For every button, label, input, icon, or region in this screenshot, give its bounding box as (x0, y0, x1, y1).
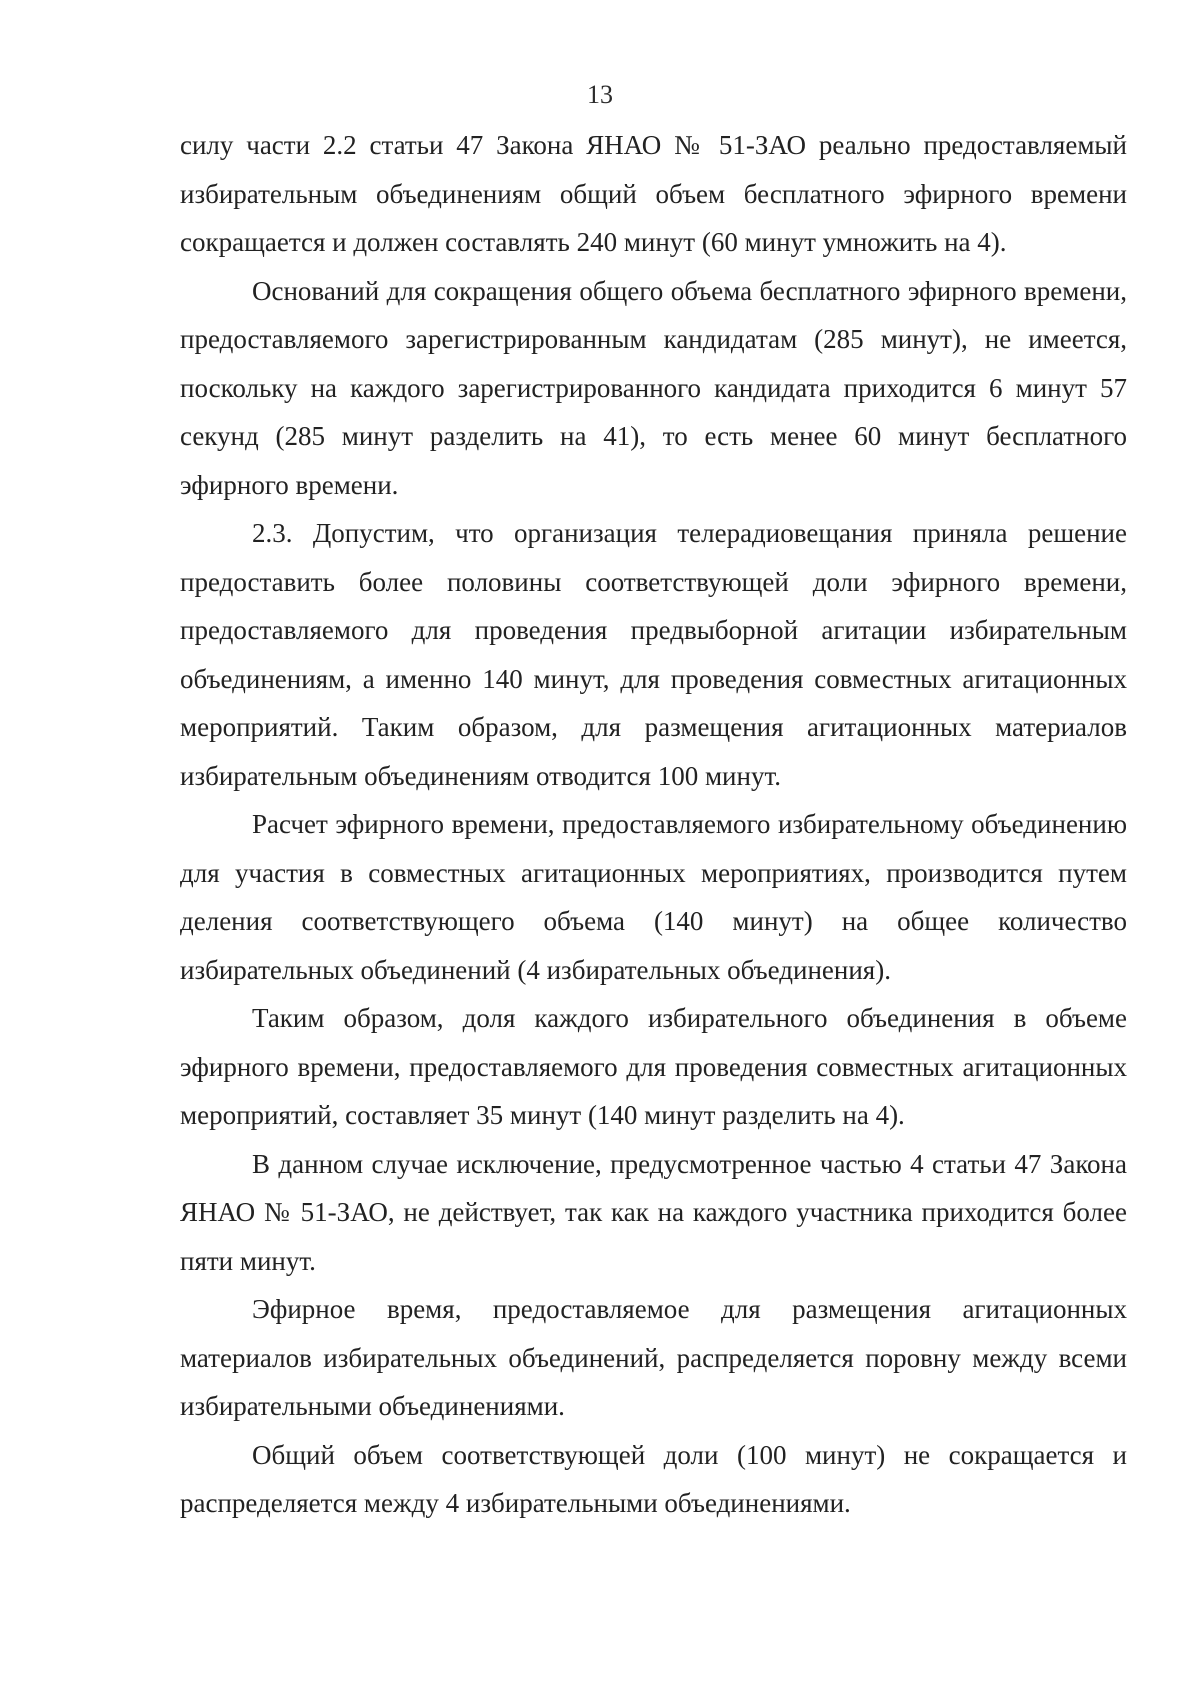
paragraph: Расчет эфирного времени, предоставляемого избирательному объединению для участия в совместных агитационных мероприятиях, производится путем деления соответствующего объема (140 минут) на общее количество избирательных объединений (4 избирательных объединения). (180, 809, 1127, 985)
paragraph: Оснований для сокращения общего объема бесплатного эфирного времени, предоставляемого зарегистрированным кандидатам (285 минут), не имеется, поскольку на каждого зарегистрированного кандидата приходится 6 минут 57 секунд (285 минут разделить на 41), то есть менее 60 минут бесплатного эфирного времени. (180, 275, 1127, 500)
paragraph: Таким образом, доля каждого избирательного объединения в объеме эфирного времени, предоставляемого для проведения совместных агитационных мероприятий, составляет 35 минут (140 минут разделить на 4). (180, 1003, 1127, 1130)
paragraph-continuation: силу части 2.2 статьи 47 Закона ЯНАО № 51-ЗАО реально предоставляемый избирательным объединениям общий объем бесплатного эфирного времени сокращается и должен составлять 240 минут (60 минут умножить на 4). (180, 130, 1127, 257)
paragraph: В данном случае исключение, предусмотренное частью 4 статьи 47 Закона ЯНАО № 51-ЗАО, не действует, так как на каждого участника приходится более пяти минут. (180, 1148, 1127, 1276)
paragraph: Общий объем соответствующей доли (100 минут) не сокращается и распределяется между 4 избирательными объединениями. (180, 1439, 1127, 1518)
paragraph: 2.3. Допустим, что организация телерадиовещания приняла решение предоставить более половины соответствующей доли эфирного времени, предоставляемого для проведения предвыборной агитации избирательным объединениям, а именно 140 минут, для проведения совместных агитационных мероприятий. Таким образом, для размещения агитационных материалов избирательным объединениям отводится 100 минут. (180, 518, 1127, 791)
paragraph: Эфирное время, предоставляемое для размещения агитационных материалов избирательных объединений, распределяется поровну между всеми избирательными объединениями. (180, 1294, 1127, 1421)
document-body (180, 121, 1127, 1528)
page-number: 13 (587, 80, 613, 109)
